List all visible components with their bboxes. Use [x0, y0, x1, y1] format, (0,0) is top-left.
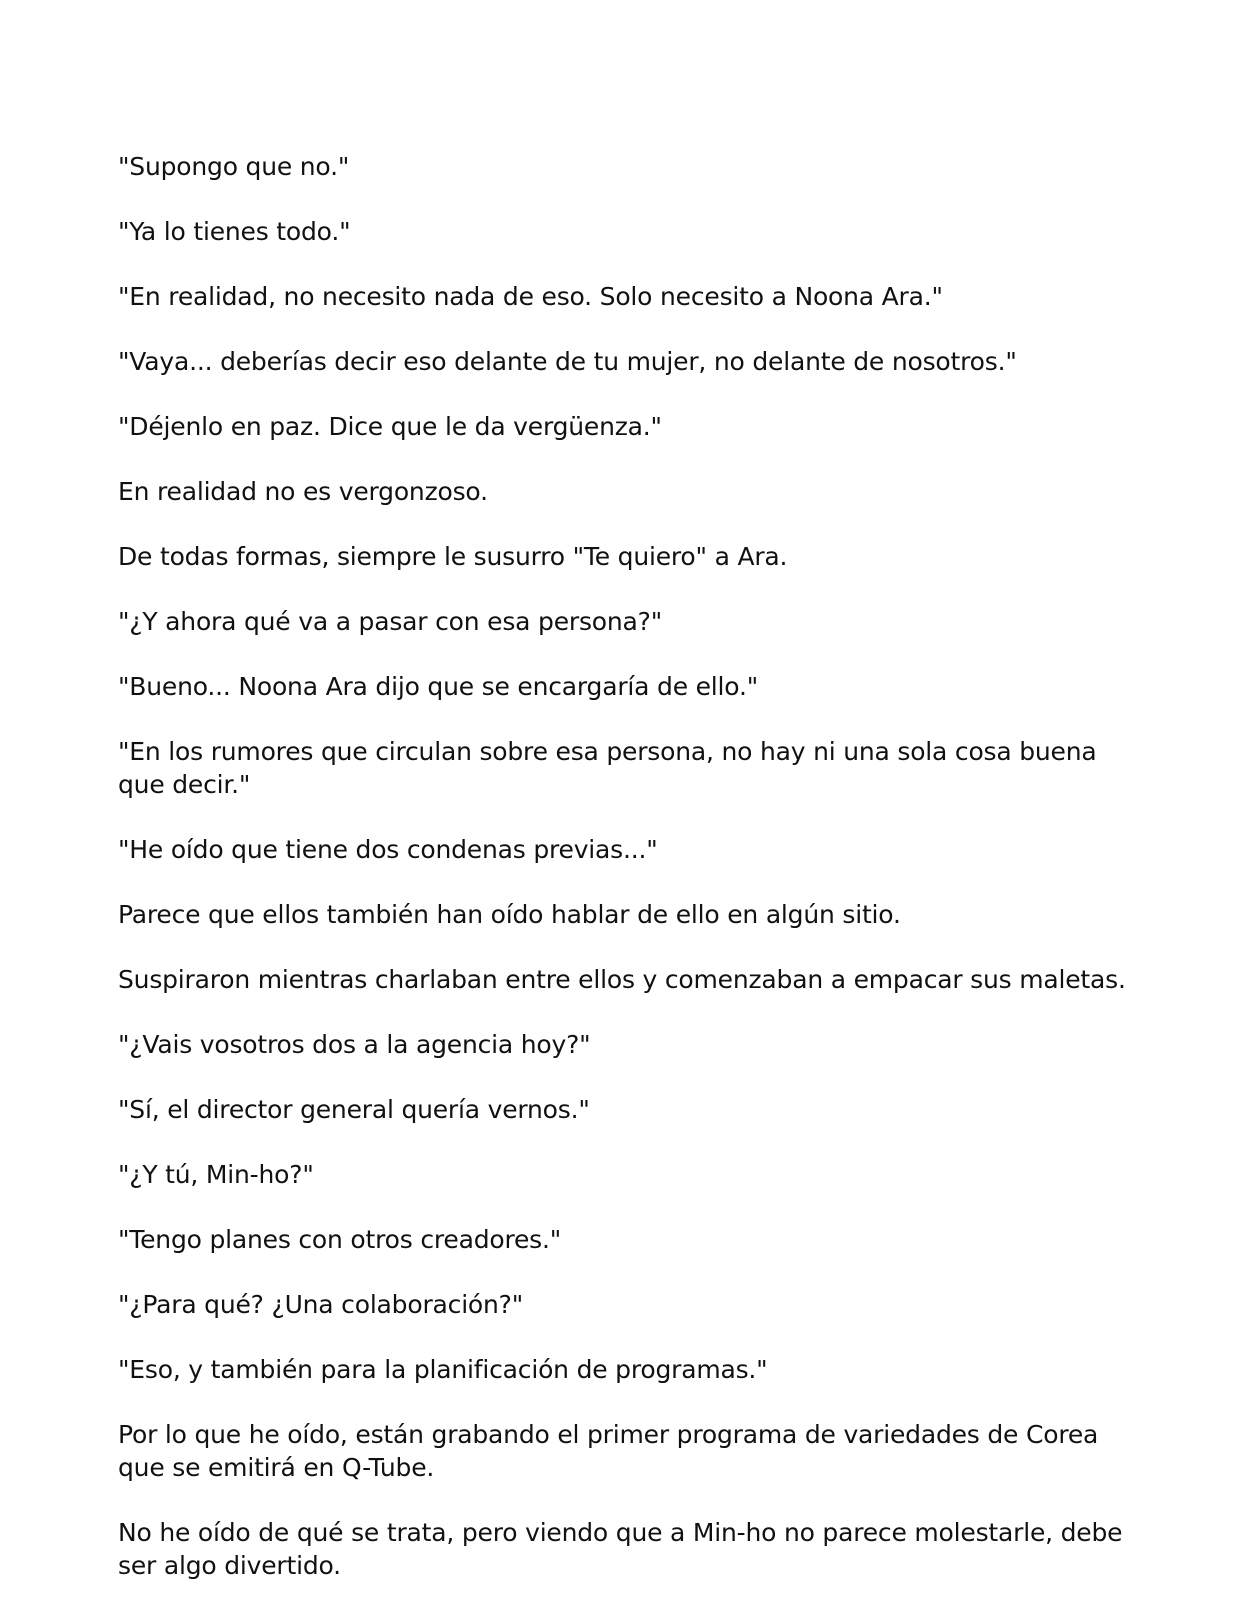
paragraph: Parece que ellos también han oído hablar de ello en algún sitio. [118, 900, 901, 929]
paragraph: "En realidad, no necesito nada de eso. Solo necesito a Noona Ara." [118, 282, 943, 311]
paragraph: "Vaya... deberías decir eso delante de tu mujer, no delante de nosotros." [118, 347, 1017, 376]
paragraph: Por lo que he oído, están grabando el primer programa de variedades de Corea que se emitirá en Q-Tube. [118, 1420, 1099, 1482]
paragraph: "En los rumores que circulan sobre esa persona, no hay ni una sola cosa buena que decir." [118, 737, 1097, 799]
paragraph: "He oído que tiene dos condenas previas..." [118, 835, 658, 864]
paragraph: "¿Y tú, Min-ho?" [118, 1160, 314, 1189]
paragraph: "¿Para qué? ¿Una colaboración?" [118, 1290, 524, 1319]
document-body [118, 150, 1128, 1614]
paragraph: "Sí, el director general quería vernos." [118, 1095, 590, 1124]
paragraph: "Supongo que no." [118, 152, 350, 181]
paragraph: "Ya lo tienes todo." [118, 217, 351, 246]
paragraph: Suspiraron mientras charlaban entre ellos y comenzaban a empacar sus maletas. [118, 965, 1126, 994]
paragraph: En realidad no es vergonzoso. [118, 477, 488, 506]
paragraph: "Eso, y también para la planificación de programas." [118, 1355, 768, 1384]
paragraph: "Déjenlo en paz. Dice que le da vergüenza." [118, 412, 662, 441]
paragraph: De todas formas, siempre le susurro "Te quiero" a Ara. [118, 542, 788, 571]
paragraph: "¿Vais vosotros dos a la agencia hoy?" [118, 1030, 591, 1059]
paragraph: "Bueno... Noona Ara dijo que se encargaría de ello." [118, 672, 758, 701]
paragraph: "Tengo planes con otros creadores." [118, 1225, 562, 1254]
paragraph: No he oído de qué se trata, pero viendo que a Min-ho no parece molestarle, debe ser algo divertido. [118, 1518, 1123, 1580]
paragraph: "¿Y ahora qué va a pasar con esa persona?" [118, 607, 663, 636]
